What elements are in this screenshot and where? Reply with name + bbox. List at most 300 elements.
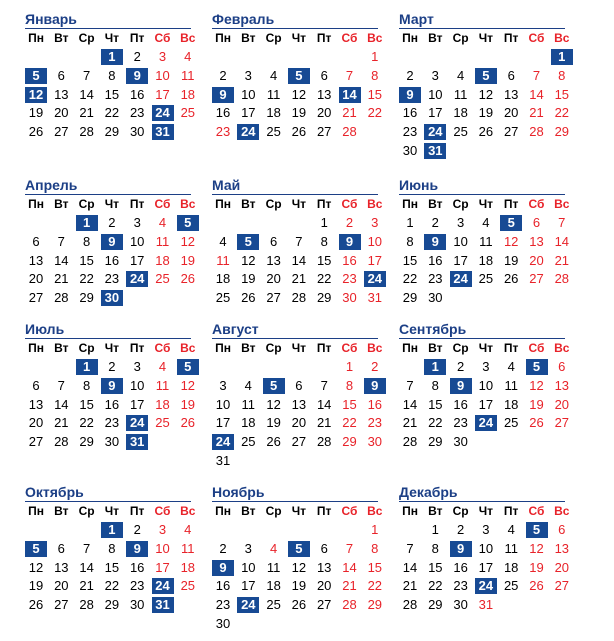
day-cell: 3 xyxy=(482,359,490,374)
day-cell-highlighted: 1 xyxy=(101,49,123,65)
day-cell: 10 xyxy=(428,86,443,102)
day-cell: 19 xyxy=(529,396,544,412)
day-cell: 12 xyxy=(529,377,544,393)
month-4 xyxy=(25,177,195,327)
day-cell: 6 xyxy=(320,540,328,556)
weekday-header: Сб xyxy=(528,341,545,355)
day-cell: 20 xyxy=(529,252,544,268)
weekday-header: Чт xyxy=(291,504,307,518)
weekday-header: Вс xyxy=(554,341,570,355)
day-cell: 21 xyxy=(554,252,570,268)
weekday-header: Пн xyxy=(28,341,44,355)
day-cell-highlighted: 24 xyxy=(450,271,472,287)
weekday-header: Пн xyxy=(215,197,231,211)
day-cell: 22 xyxy=(104,578,120,594)
weekday-header: Чт xyxy=(478,341,494,355)
day-cell: 27 xyxy=(266,290,281,306)
day-cell: 8 xyxy=(431,540,439,556)
day-cell-highlighted: 24 xyxy=(152,578,174,594)
day-cell: 11 xyxy=(155,377,170,393)
day-cell: 30 xyxy=(129,124,145,140)
weekday-header: Пн xyxy=(215,341,231,355)
day-cell: 11 xyxy=(453,86,468,102)
day-cell: 18 xyxy=(266,105,281,121)
day-cell: 15 xyxy=(554,86,570,102)
day-cell: 28 xyxy=(54,290,69,306)
day-cell: 25 xyxy=(478,271,494,287)
day-cell: 29 xyxy=(79,434,94,450)
day-cell: 22 xyxy=(367,105,383,121)
day-cell: 2 xyxy=(406,67,414,83)
month-title: Декабрь xyxy=(399,484,458,500)
day-cell-highlighted: 31 xyxy=(152,124,174,140)
day-cell: 12 xyxy=(266,396,281,412)
day-cell: 13 xyxy=(291,396,307,412)
day-cell: 12 xyxy=(503,233,519,249)
day-cell: 30 xyxy=(367,434,383,450)
month-divider xyxy=(25,28,191,29)
weekday-header: Пн xyxy=(28,504,44,518)
day-cell: 28 xyxy=(402,434,418,450)
day-cell: 13 xyxy=(554,540,570,556)
day-cell: 7 xyxy=(82,540,91,556)
day-cell: 2 xyxy=(133,49,141,64)
day-cell-highlighted: 14 xyxy=(339,87,361,103)
day-cell: 30 xyxy=(402,143,418,158)
day-cell: 11 xyxy=(266,559,281,575)
day-cell: 4 xyxy=(244,377,252,393)
day-cell: 22 xyxy=(402,271,418,287)
weekday-header: Вс xyxy=(367,341,383,355)
day-cell: 6 xyxy=(558,522,566,537)
weekday-header: Пт xyxy=(316,197,332,211)
day-cell: 4 xyxy=(507,522,515,537)
day-cell: 29 xyxy=(104,124,120,140)
weekday-header: Чт xyxy=(291,197,307,211)
day-cell: 15 xyxy=(342,396,357,412)
weekday-header: Вт xyxy=(428,197,443,211)
day-cell: 14 xyxy=(291,252,307,268)
weekday-header: Вс xyxy=(180,31,196,45)
day-cell: 25 xyxy=(266,597,281,613)
weekday-header: Сб xyxy=(528,31,545,45)
weekday-header: Пт xyxy=(503,341,519,355)
weekday-header: Пт xyxy=(316,341,332,355)
day-cell: 17 xyxy=(155,86,170,102)
day-cell: 18 xyxy=(503,396,519,412)
weekday-header: Чт xyxy=(104,197,120,211)
weekday-header: Вт xyxy=(241,341,256,355)
day-cell: 29 xyxy=(554,124,570,140)
day-cell: 7 xyxy=(57,233,65,249)
day-cell: 29 xyxy=(367,597,383,613)
day-cell-highlighted: 5 xyxy=(526,522,548,538)
day-cell: 25 xyxy=(266,124,281,140)
day-cell: 16 xyxy=(367,396,383,412)
day-cell: 21 xyxy=(342,578,357,594)
day-cell: 23 xyxy=(453,578,468,594)
day-cell: 21 xyxy=(79,578,94,594)
day-cell: 27 xyxy=(503,124,519,140)
day-cell: 3 xyxy=(158,522,167,537)
day-cell: 7 xyxy=(532,67,541,83)
day-cell-highlighted: 1 xyxy=(76,215,98,231)
weekday-header: Ср xyxy=(452,341,469,355)
day-cell: 20 xyxy=(554,559,570,575)
weekday-header: Чт xyxy=(104,504,120,518)
day-cell: 11 xyxy=(155,233,170,249)
weekday-header: Вс xyxy=(554,504,570,518)
day-cell-highlighted: 5 xyxy=(288,68,310,84)
weekday-header: Вт xyxy=(428,31,443,45)
day-cell-highlighted: 24 xyxy=(475,578,497,594)
day-cell: 25 xyxy=(155,415,170,431)
day-cell: 28 xyxy=(79,124,94,140)
day-cell: 14 xyxy=(402,559,418,575)
day-cell: 29 xyxy=(402,290,418,306)
day-cell-highlighted: 30 xyxy=(101,290,123,306)
day-cell: 8 xyxy=(320,233,328,249)
day-cell: 29 xyxy=(428,434,443,450)
day-cell-highlighted: 5 xyxy=(526,359,548,375)
weekday-header: Пт xyxy=(129,197,145,211)
month-title: Сентябрь xyxy=(399,321,467,337)
weekday-header: Вс xyxy=(180,197,196,211)
day-cell: 16 xyxy=(453,559,468,575)
day-cell: 14 xyxy=(316,396,332,412)
day-cell: 16 xyxy=(428,252,443,268)
day-cell: 15 xyxy=(367,86,383,102)
day-cell-highlighted: 5 xyxy=(500,215,522,231)
day-cell: 4 xyxy=(219,233,227,249)
day-cell: 7 xyxy=(295,233,303,249)
day-cell: 23 xyxy=(215,597,231,613)
day-cell: 8 xyxy=(108,540,116,556)
day-cell: 20 xyxy=(291,415,307,431)
day-cell: 25 xyxy=(155,271,170,287)
day-cell: 2 xyxy=(345,215,354,230)
day-cell: 15 xyxy=(79,252,94,268)
month-title: Январь xyxy=(25,11,77,27)
day-cell: 20 xyxy=(54,105,69,121)
weekday-header: Вс xyxy=(367,31,383,45)
day-cell: 6 xyxy=(269,233,278,249)
day-cell: 31 xyxy=(367,290,383,306)
weekday-header: Пн xyxy=(28,197,44,211)
day-cell: 27 xyxy=(28,290,44,306)
day-cell: 31 xyxy=(215,453,231,468)
day-cell: 12 xyxy=(291,86,307,102)
day-cell: 14 xyxy=(79,86,94,102)
weekday-header: Пт xyxy=(503,197,519,211)
day-cell: 10 xyxy=(215,396,231,412)
day-cell: 8 xyxy=(371,540,379,556)
day-cell: 26 xyxy=(180,415,196,431)
month-divider xyxy=(212,501,378,502)
day-cell: 16 xyxy=(453,396,468,412)
month-6 xyxy=(399,177,569,327)
day-cell: 26 xyxy=(291,597,307,613)
day-cell: 18 xyxy=(478,252,494,268)
day-cell: 10 xyxy=(241,559,256,575)
day-cell: 12 xyxy=(180,377,196,393)
weekday-header: Сб xyxy=(528,504,545,518)
day-cell: 13 xyxy=(316,86,332,102)
day-cell: 3 xyxy=(133,359,141,374)
day-cell: 22 xyxy=(428,415,443,431)
day-cell: 22 xyxy=(316,271,332,287)
day-cell-highlighted: 31 xyxy=(424,143,446,159)
day-cell: 10 xyxy=(129,377,145,393)
day-cell: 18 xyxy=(241,415,256,431)
weekday-header: Сб xyxy=(341,504,358,518)
weekday-header: Сб xyxy=(154,31,171,45)
day-cell: 15 xyxy=(367,559,383,575)
day-cell-highlighted: 9 xyxy=(424,234,446,250)
month-7 xyxy=(25,321,195,471)
day-cell: 23 xyxy=(428,271,443,287)
day-cell-highlighted: 5 xyxy=(25,68,47,84)
month-title: Май xyxy=(212,177,241,193)
day-cell: 10 xyxy=(129,233,145,249)
weekday-header: Сб xyxy=(154,504,171,518)
day-cell: 4 xyxy=(482,215,490,230)
day-cell: 25 xyxy=(180,578,196,594)
weekday-header: Вт xyxy=(241,31,256,45)
day-cell: 19 xyxy=(291,578,307,594)
weekday-header: Вс xyxy=(367,504,383,518)
day-cell: 11 xyxy=(266,86,281,102)
day-cell: 27 xyxy=(554,415,570,431)
day-cell: 20 xyxy=(54,578,69,594)
day-cell: 2 xyxy=(219,67,227,83)
day-cell: 28 xyxy=(402,597,418,613)
day-cell: 15 xyxy=(428,396,443,412)
day-cell-highlighted: 1 xyxy=(551,49,573,65)
weekday-header: Ср xyxy=(452,31,469,45)
day-cell: 3 xyxy=(431,67,439,83)
day-cell: 8 xyxy=(82,233,91,249)
day-cell: 27 xyxy=(291,434,307,450)
weekday-header: Чт xyxy=(478,31,494,45)
day-cell: 11 xyxy=(181,540,195,556)
day-cell-highlighted: 24 xyxy=(364,271,386,287)
day-cell: 15 xyxy=(79,396,94,412)
day-cell: 17 xyxy=(155,559,170,575)
day-cell-highlighted: 31 xyxy=(152,597,174,613)
day-cell: 3 xyxy=(158,49,167,64)
day-cell: 18 xyxy=(155,396,170,412)
weekday-header: Чт xyxy=(291,31,307,45)
weekday-header: Пт xyxy=(316,504,332,518)
day-cell: 27 xyxy=(529,271,544,287)
weekday-header: Вт xyxy=(54,504,69,518)
day-cell: 19 xyxy=(180,396,196,412)
day-cell-highlighted: 1 xyxy=(424,359,446,375)
day-cell-highlighted: 5 xyxy=(25,541,47,557)
weekday-header: Пт xyxy=(503,504,519,518)
day-cell: 18 xyxy=(453,105,468,121)
day-cell-highlighted: 9 xyxy=(399,87,421,103)
month-2 xyxy=(212,11,382,161)
weekday-header: Пт xyxy=(129,31,145,45)
weekday-header: Сб xyxy=(154,197,171,211)
day-cell: 6 xyxy=(32,377,40,393)
day-cell: 11 xyxy=(181,67,195,83)
day-cell: 30 xyxy=(428,290,443,306)
day-cell: 1 xyxy=(371,522,379,537)
day-cell: 18 xyxy=(266,578,281,594)
day-cell: 19 xyxy=(28,578,44,594)
day-cell-highlighted: 24 xyxy=(424,124,446,140)
day-cell-highlighted: 31 xyxy=(126,434,148,450)
weekday-header: Чт xyxy=(104,31,120,45)
day-cell: 21 xyxy=(54,271,69,287)
day-cell: 2 xyxy=(371,359,379,374)
day-cell: 7 xyxy=(558,215,566,230)
weekday-header: Пт xyxy=(316,31,332,45)
day-cell-highlighted: 24 xyxy=(475,415,497,431)
weekday-header: Ср xyxy=(265,31,282,45)
weekday-header: Ср xyxy=(265,504,282,518)
month-divider xyxy=(399,501,565,502)
day-cell: 8 xyxy=(108,67,116,83)
day-cell: 25 xyxy=(503,415,519,431)
day-cell-highlighted: 5 xyxy=(475,68,497,84)
day-cell: 18 xyxy=(503,559,519,575)
day-cell: 15 xyxy=(104,86,120,102)
day-cell: 22 xyxy=(79,271,94,287)
day-cell: 16 xyxy=(342,252,357,268)
day-cell: 12 xyxy=(28,559,44,575)
day-cell-highlighted: 9 xyxy=(101,378,123,394)
day-cell: 4 xyxy=(456,67,465,83)
weekday-header: Вт xyxy=(54,197,69,211)
day-cell: 16 xyxy=(215,105,231,121)
day-cell: 4 xyxy=(158,359,167,374)
day-cell: 22 xyxy=(428,578,443,594)
day-cell: 6 xyxy=(320,67,328,83)
day-cell: 13 xyxy=(266,252,281,268)
day-cell-highlighted: 9 xyxy=(101,234,123,250)
day-cell: 6 xyxy=(32,233,40,249)
day-cell: 1 xyxy=(431,522,439,537)
weekday-header: Ср xyxy=(78,341,95,355)
day-cell: 13 xyxy=(529,233,544,249)
day-cell: 16 xyxy=(402,105,418,121)
month-10 xyxy=(25,484,195,634)
day-cell-highlighted: 24 xyxy=(152,105,174,121)
month-title: Февраль xyxy=(212,11,275,27)
day-cell: 25 xyxy=(180,105,196,121)
month-divider xyxy=(399,338,565,339)
day-cell: 2 xyxy=(108,359,116,374)
day-cell: 26 xyxy=(241,290,256,306)
day-cell: 21 xyxy=(402,415,418,431)
day-cell: 23 xyxy=(215,124,231,140)
day-cell-highlighted: 9 xyxy=(212,560,234,576)
day-cell: 11 xyxy=(241,396,256,412)
day-cell: 21 xyxy=(402,578,418,594)
day-cell-highlighted: 9 xyxy=(450,541,472,557)
day-cell: 30 xyxy=(453,434,468,450)
day-cell: 21 xyxy=(79,105,94,121)
month-9 xyxy=(399,321,569,471)
weekday-header: Вс xyxy=(554,31,570,45)
day-cell-highlighted: 24 xyxy=(237,124,259,140)
weekday-header: Вт xyxy=(428,504,443,518)
day-cell: 26 xyxy=(529,415,544,431)
weekday-header: Чт xyxy=(478,197,494,211)
day-cell: 10 xyxy=(241,86,256,102)
day-cell: 14 xyxy=(402,396,418,412)
day-cell: 4 xyxy=(158,215,167,230)
day-cell: 17 xyxy=(478,396,494,412)
day-cell: 27 xyxy=(54,124,69,140)
month-divider xyxy=(212,28,378,29)
weekday-header: Пт xyxy=(503,31,519,45)
day-cell-highlighted: 5 xyxy=(263,378,285,394)
day-cell: 26 xyxy=(529,578,544,594)
day-cell: 8 xyxy=(558,67,566,83)
day-cell: 17 xyxy=(215,415,231,431)
day-cell: 7 xyxy=(345,67,354,83)
day-cell-highlighted: 9 xyxy=(450,378,472,394)
day-cell: 26 xyxy=(503,271,519,287)
day-cell-highlighted: 24 xyxy=(237,597,259,613)
day-cell: 6 xyxy=(558,359,566,374)
weekday-header: Сб xyxy=(341,31,358,45)
month-title: Август xyxy=(212,321,259,337)
weekday-header: Вс xyxy=(367,197,383,211)
day-cell: 1 xyxy=(371,49,379,64)
day-cell: 17 xyxy=(367,252,383,268)
month-divider xyxy=(399,28,565,29)
day-cell: 30 xyxy=(129,597,145,613)
day-cell: 28 xyxy=(342,124,357,140)
day-cell: 22 xyxy=(554,105,570,121)
day-cell: 3 xyxy=(219,377,227,393)
day-cell: 18 xyxy=(155,252,170,268)
weekday-header: Ср xyxy=(78,197,95,211)
day-cell: 21 xyxy=(342,105,357,121)
day-cell-highlighted: 5 xyxy=(237,234,259,250)
day-cell: 19 xyxy=(266,415,281,431)
day-cell: 19 xyxy=(28,105,44,121)
day-cell: 8 xyxy=(82,377,91,393)
weekday-header: Пн xyxy=(402,31,418,45)
day-cell: 2 xyxy=(133,522,141,537)
day-cell: 14 xyxy=(529,86,544,102)
weekday-header: Пт xyxy=(129,504,145,518)
day-cell: 3 xyxy=(456,215,465,230)
month-title: Ноябрь xyxy=(212,484,265,500)
day-cell: 6 xyxy=(57,67,65,83)
day-cell: 1 xyxy=(406,215,414,230)
day-cell: 14 xyxy=(554,233,570,249)
month-3 xyxy=(399,11,569,161)
day-cell: 27 xyxy=(54,597,69,613)
day-cell: 17 xyxy=(453,252,468,268)
day-cell: 2 xyxy=(456,522,465,537)
weekday-header: Пн xyxy=(28,31,44,45)
day-cell-highlighted: 1 xyxy=(76,359,98,375)
day-cell: 17 xyxy=(129,396,145,412)
day-cell: 20 xyxy=(316,105,332,121)
weekday-header: Чт xyxy=(104,341,120,355)
day-cell: 16 xyxy=(104,396,120,412)
month-title: Июль xyxy=(25,321,65,337)
